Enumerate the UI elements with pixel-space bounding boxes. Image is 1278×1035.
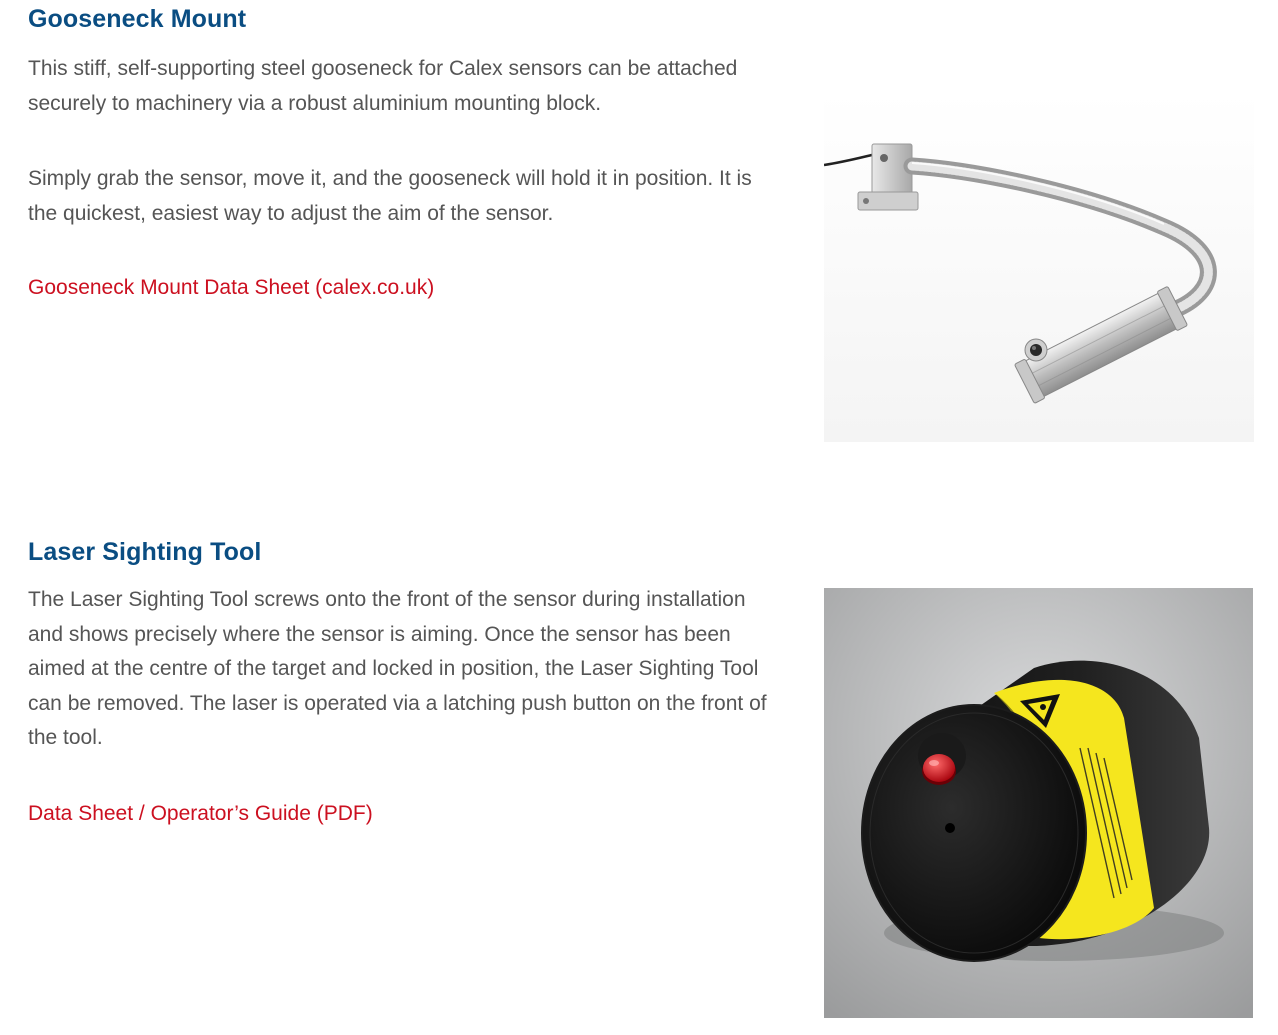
laser-section [0, 530, 1278, 1035]
laser-sighting-tool-image [824, 588, 1253, 1018]
gooseneck-section [0, 0, 1278, 470]
gooseneck-title: Gooseneck Mount [28, 5, 247, 33]
gooseneck-mount-image [824, 92, 1254, 442]
laser-description: The Laser Sighting Tool screws onto the front of the sensor during installation and shows precisely where the sensor is aiming. Once the sensor has been aimed at the centre of the target and locked in position, the Laser Sighting Tool can be removed. The laser is operated via a latching push button on the front of the tool. [28, 588, 767, 749]
laser-datasheet-link[interactable]: Data Sheet / Operator’s Guide (PDF) [28, 801, 373, 825]
gooseneck-usage-text: Simply grab the sensor, move it, and the gooseneck will hold it in position. It is the quickest, easiest way to adjust the aim of the sensor. [28, 167, 752, 225]
laser-title: Laser Sighting Tool [28, 538, 262, 566]
gooseneck-datasheet-link[interactable]: Gooseneck Mount Data Sheet (calex.co.uk) [28, 276, 435, 299]
gooseneck-description: This stiff, self-supporting steel gooseneck for Calex sensors can be attached securely to machinery via a robust aluminium mounting block. [28, 57, 738, 115]
